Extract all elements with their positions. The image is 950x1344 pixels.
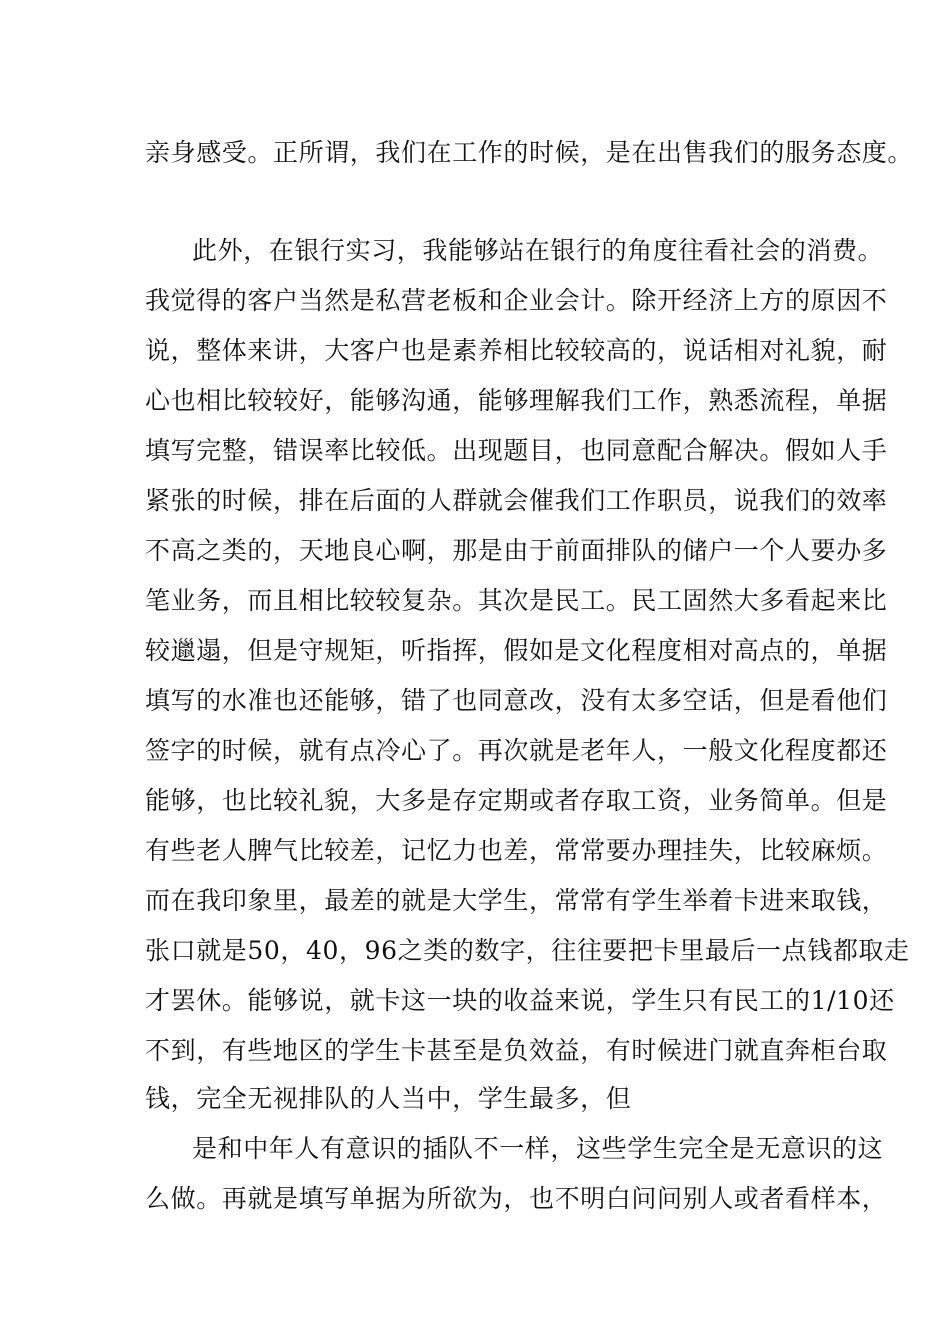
paragraph-first-line: 此外，在银行实习，我能够站在银行的角度往看社会的消费。 [192, 236, 884, 265]
text-line: 我觉得的客户当然是私营老板和企业会计。除开经济上方的原因不 [145, 286, 888, 315]
text-line: 有些老人脾气比较差，记忆力也差，常常要办理挂失，比较麻烦。 [145, 836, 888, 865]
paragraph-first-line: 是和中年人有意识的插队不一样，这些学生完全是无意识的这 [192, 1134, 884, 1163]
text-line: 笔业务，而且相比较较复杂。其次是民工。民工固然大多看起来比 [145, 586, 888, 615]
text-line: 不到，有些地区的学生卡甚至是负效益，有时候进门就直奔柜台取 [145, 1036, 888, 1065]
text-line: 钱，完全无视排队的人当中，学生最多，但 [145, 1084, 632, 1113]
text-line: 么做。再就是填写单据为所欲为，也不明白问问别人或者看样本， [145, 1184, 888, 1213]
text-line: 而在我印象里，最差的就是大学生，常常有学生举着卡进来取钱， [145, 886, 888, 915]
text-line: 说，整体来讲，大客户也是素养相比较较高的，说话相对礼貌，耐 [145, 336, 888, 365]
text-line: 较邋遢，但是守规矩，听指挥，假如是文化程度相对高点的，单据 [145, 636, 888, 665]
text-line: 不高之类的，天地良心啊，那是由于前面排队的储户一个人要办多 [145, 536, 888, 565]
text-line: 张口就是50，40，96之类的数字，往往要把卡里最后一点钱都取走 [145, 936, 910, 965]
text-line: 能够，也比较礼貌，大多是存定期或者存取工资，业务简单。但是 [145, 786, 888, 815]
text-line: 填写完整，错误率比较低。出现题目，也同意配合解决。假如人手 [145, 436, 888, 465]
text-line: 填写的水准也还能够，错了也同意改，没有太多空话，但是看他们 [145, 686, 888, 715]
text-line: 心也相比较较好，能够沟通，能够理解我们工作，熟悉流程，单据 [145, 386, 888, 415]
text-line: 紧张的时候，排在后面的人群就会催我们工作职员，说我们的效率 [145, 486, 888, 515]
text-line: 亲身感受。正所谓，我们在工作的时候，是在出售我们的服务态度。 [145, 138, 914, 167]
text-line: 签字的时候，就有点冷心了。再次就是老年人，一般文化程度都还 [145, 736, 888, 765]
text-line: 才罢休。能够说，就卡这一块的收益来说，学生只有民工的1/10还 [145, 986, 895, 1015]
